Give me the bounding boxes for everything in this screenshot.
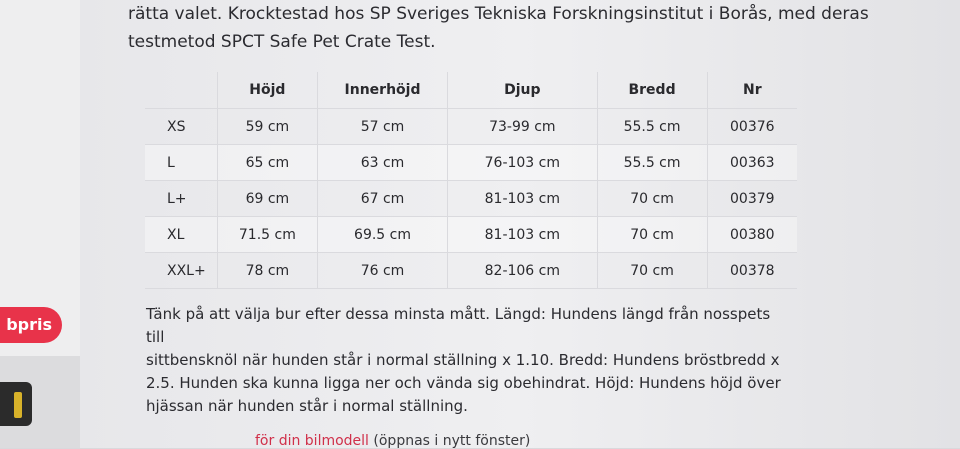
price-badge-label: bpris [6, 315, 52, 334]
cell-nr: 00379 [707, 181, 797, 217]
vehicle-link[interactable] [255, 433, 530, 449]
header-djup: Djup [448, 72, 597, 109]
note-line-2: sittbensknöl när hunden står i normal ställning x 1.10. Bredd: Hundens bröstbredd x [146, 351, 780, 369]
header-nr: Nr [707, 72, 797, 109]
cell-djup: 82-106 cm [448, 253, 597, 289]
cell-nr: 00376 [707, 109, 797, 145]
note-line-4: hjässan när hunden står i normal ställning. [146, 397, 468, 415]
cell-size: XS [145, 109, 217, 145]
vehicle-link-text[interactable]: för din bilmodell [255, 433, 369, 449]
cell-bredd: 70 cm [597, 181, 707, 217]
table-header-row [145, 72, 797, 109]
cell-bredd: 70 cm [597, 217, 707, 253]
cell-hojd: 69 cm [217, 181, 317, 217]
cell-innerhojd: 69.5 cm [317, 217, 447, 253]
cell-bredd: 70 cm [597, 253, 707, 289]
thumbnail-stripe [14, 392, 22, 418]
cell-nr: 00380 [707, 217, 797, 253]
cell-djup: 73-99 cm [448, 109, 597, 145]
cell-hojd: 71.5 cm [217, 217, 317, 253]
header-innerhojd: Innerhöjd [317, 72, 447, 109]
intro-line-1: rätta valet. Krocktestad hos SP Sveriges Tekniska Forskningsinstitut i Borås, med deras [128, 4, 869, 24]
cell-nr: 00363 [707, 145, 797, 181]
header-hojd: Höjd [217, 72, 317, 109]
header-bredd: Bredd [597, 72, 707, 109]
cell-innerhojd: 67 cm [317, 181, 447, 217]
cell-hojd: 65 cm [217, 145, 317, 181]
cell-djup: 81-103 cm [448, 181, 597, 217]
cell-size: L+ [145, 181, 217, 217]
cell-size: L [145, 145, 217, 181]
cell-size: XXL+ [145, 253, 217, 289]
size-guide-note [146, 303, 786, 418]
cell-bredd: 55.5 cm [597, 145, 707, 181]
intro-line-2: testmetod SPCT Safe Pet Crate Test. [128, 32, 436, 52]
cell-innerhojd: 63 cm [317, 145, 447, 181]
note-line-3: 2.5. Hunden ska kunna ligga ner och vända sig obehindrat. Höjd: Hundens höjd över [146, 374, 781, 392]
table-row [145, 145, 797, 181]
left-sidebar-panel [0, 0, 80, 356]
note-line-1: Tänk på att välja bur efter dessa minsta mått. Längd: Hundens längd från nosspets till [146, 305, 771, 346]
table-row [145, 181, 797, 217]
cell-innerhojd: 57 cm [317, 109, 447, 145]
header-size [145, 72, 217, 109]
cell-djup: 76-103 cm [448, 145, 597, 181]
cell-innerhojd: 76 cm [317, 253, 447, 289]
cell-bredd: 55.5 cm [597, 109, 707, 145]
cell-hojd: 78 cm [217, 253, 317, 289]
product-thumbnail[interactable] [0, 382, 32, 426]
table-row [145, 253, 797, 289]
cell-hojd: 59 cm [217, 109, 317, 145]
table-row [145, 109, 797, 145]
cell-size: XL [145, 217, 217, 253]
size-table [145, 72, 797, 289]
table-row [145, 217, 797, 253]
intro-text [128, 0, 869, 56]
cell-nr: 00378 [707, 253, 797, 289]
vehicle-link-suffix: (öppnas i nytt fönster) [368, 433, 531, 449]
cell-djup: 81-103 cm [448, 217, 597, 253]
price-badge[interactable] [0, 307, 62, 343]
